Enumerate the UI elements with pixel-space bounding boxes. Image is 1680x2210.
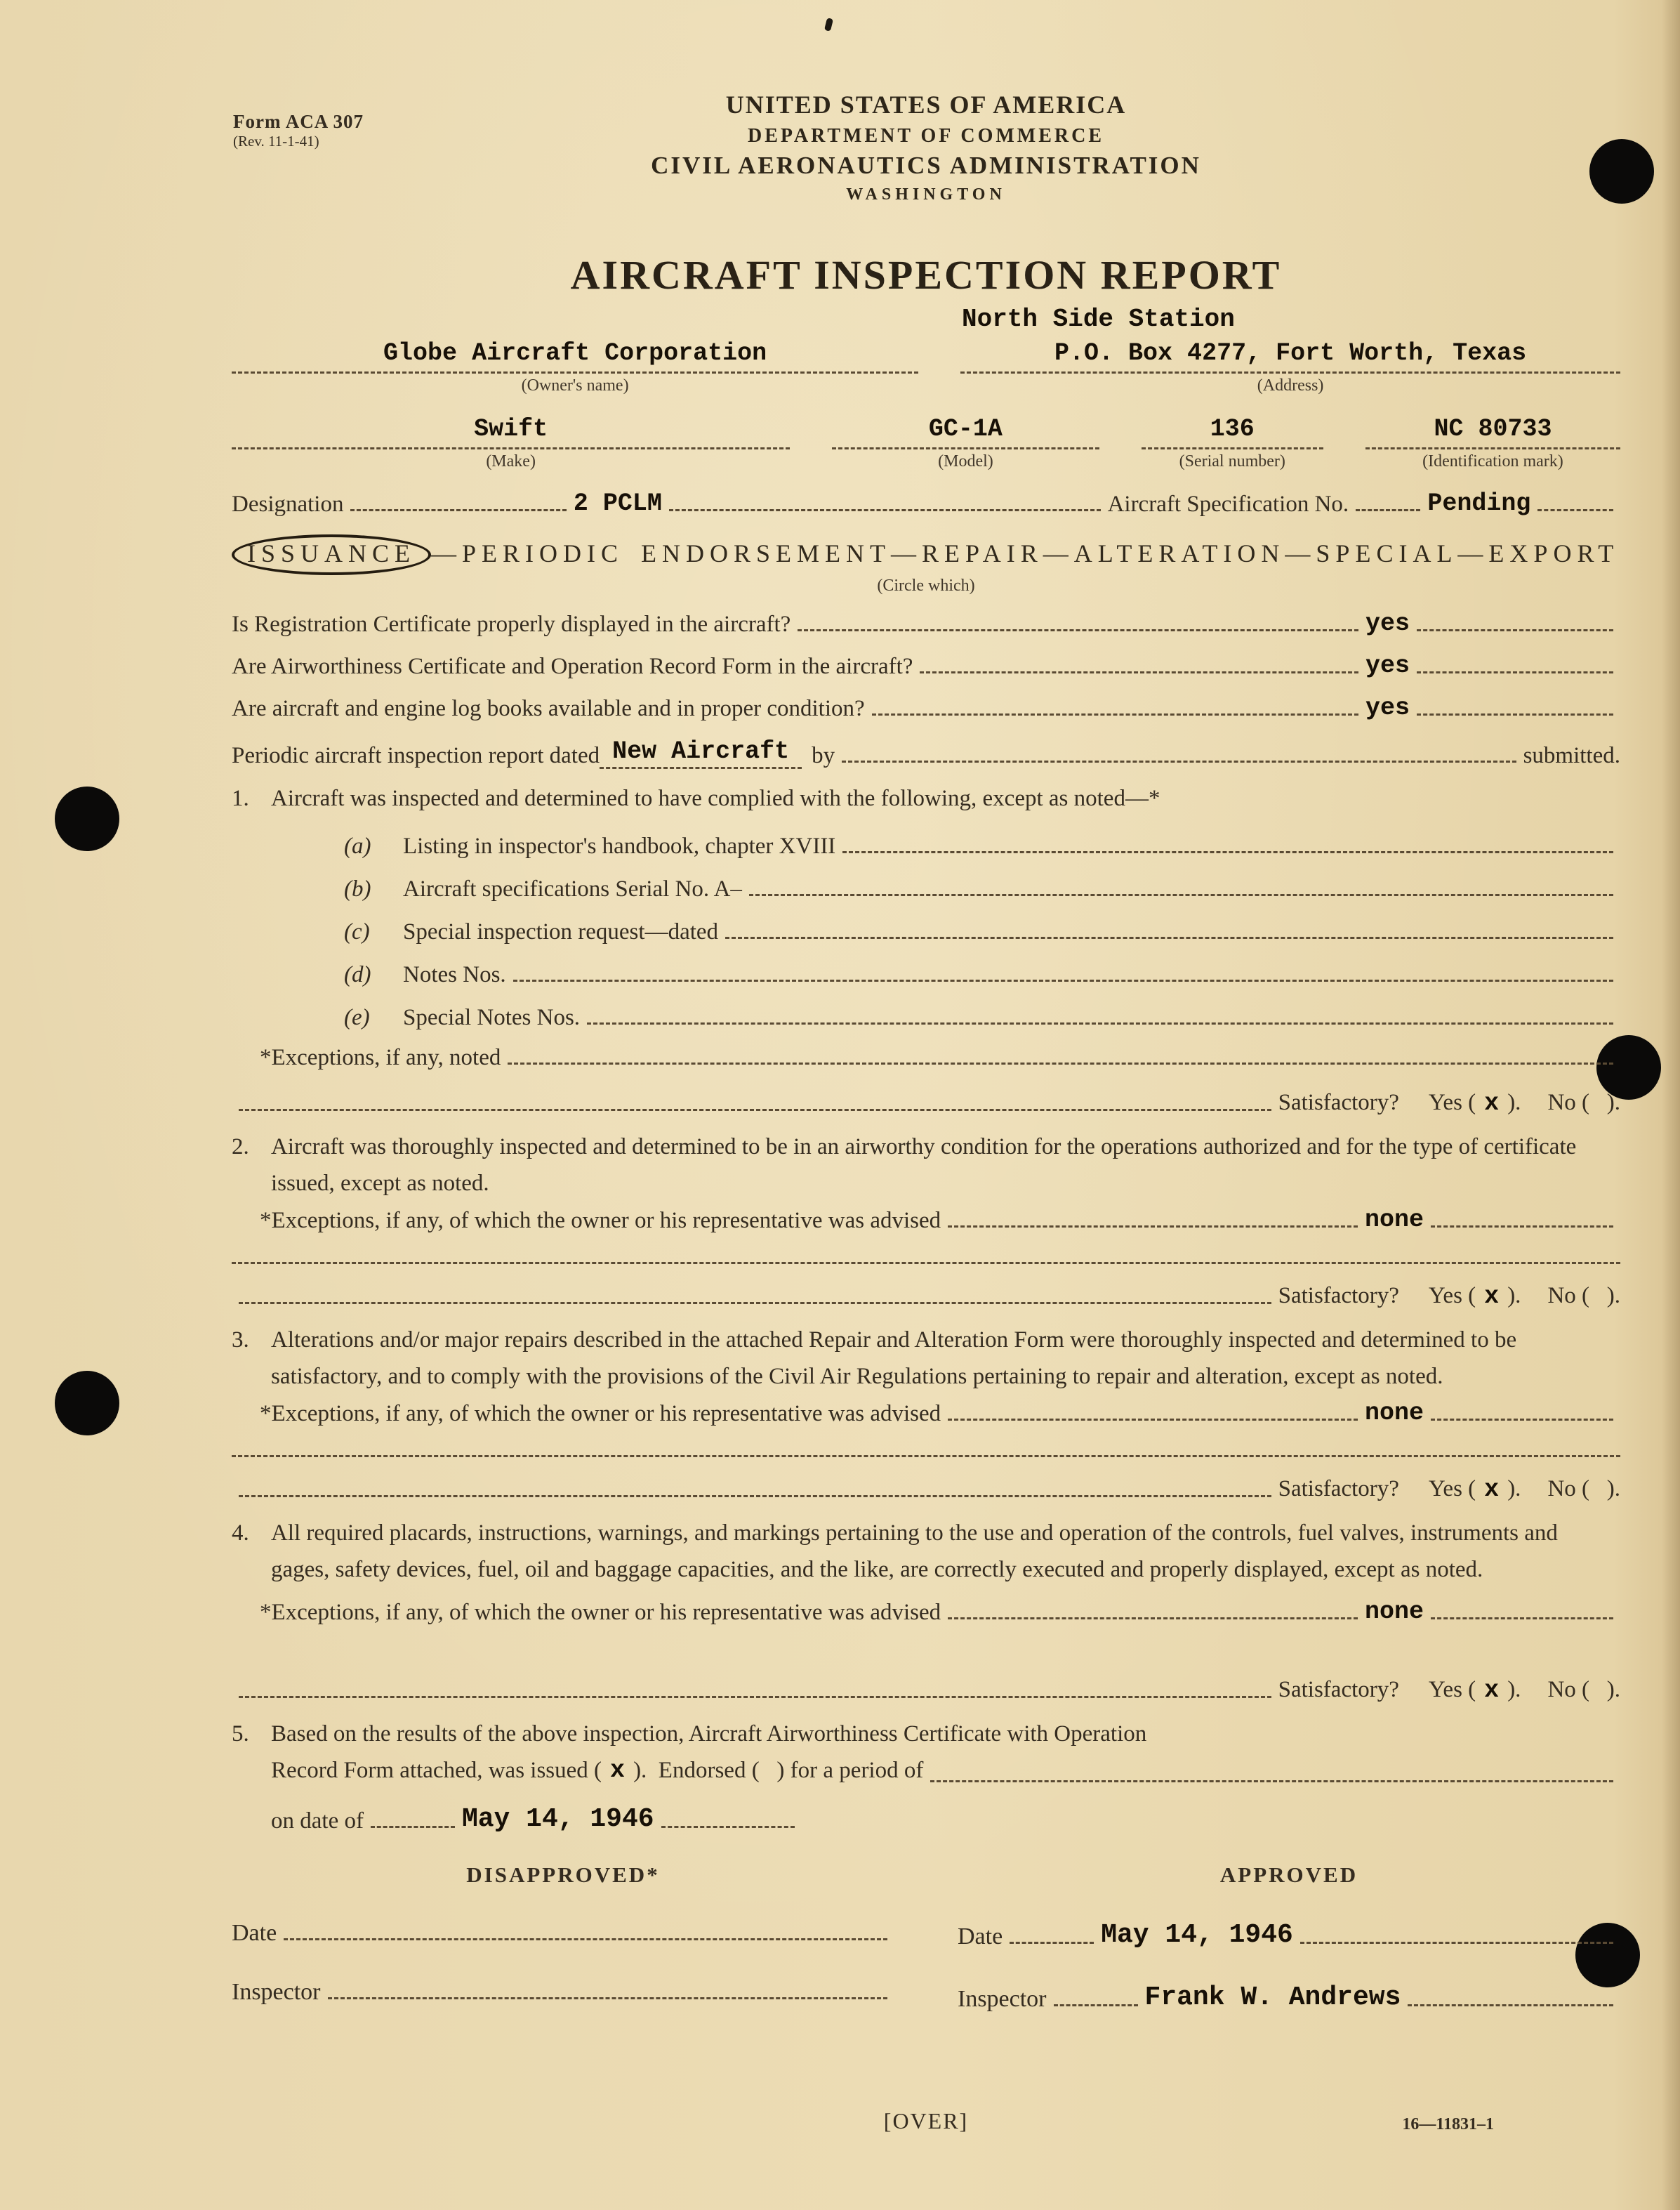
dashed-line — [328, 1997, 887, 1999]
yes-option: Yes ( — [1428, 1476, 1476, 1501]
agency-line-administration: CIVIL AERONAUTICS ADMINISTRATION — [651, 152, 1201, 179]
yes-check-mark: x — [1484, 1676, 1500, 1704]
blank-answer-line — [232, 1261, 1620, 1264]
no-option: No ( ). — [1547, 1476, 1620, 1501]
over-note: [OVER] — [883, 2108, 969, 2133]
dashed-line — [1417, 629, 1613, 631]
issued-check-mark: x — [610, 1756, 626, 1784]
item-3-exceptions — [260, 1399, 1620, 1427]
sub-letter: (e) — [344, 1005, 370, 1030]
dashed-line — [239, 1109, 1271, 1111]
dashed-line — [930, 1780, 1613, 1782]
address-value: P.O. Box 4277, Fort Worth, Texas — [960, 339, 1620, 374]
disapproved-column — [232, 1862, 894, 2013]
item-4 — [232, 1515, 1620, 1588]
no-option: No ( ). — [1547, 1283, 1620, 1308]
exceptions-label: *Exceptions, if any, of which the owner or his representative was advised — [260, 1401, 941, 1426]
item-5-line2 — [271, 1752, 1620, 1789]
yes-check-mark: x — [1484, 1475, 1500, 1504]
report-type-options: —PERIODIC ENDORSEMENT—REPAIR—ALTERATION—SPECIAL—EXPORT — [431, 539, 1620, 567]
page-footer — [232, 2108, 1620, 2134]
form-body — [232, 305, 1620, 2013]
question-text: Is Registration Certificate properly displayed in the aircraft? — [232, 612, 791, 637]
dashed-line — [1417, 713, 1613, 716]
punch-hole-left-upper — [55, 787, 119, 851]
item-1-text: Aircraft was inspected and determined to have complied with the following, except as noted—* — [271, 786, 1160, 811]
sub-letter: (a) — [344, 834, 371, 859]
yes-option: Yes ( — [1428, 1677, 1476, 1702]
item-3-text: Alterations and/or major repairs described in the attached Repair and Alteration Form were thoroughly inspected and determined to be satisfactory, and to comply with the provisions of the Civil Air Regulations pertaining to repair and alteration, except as noted. — [271, 1327, 1517, 1389]
dashed-line — [948, 1617, 1358, 1619]
serial-number-value: 136 — [1142, 415, 1323, 449]
satisfactory-question: Satisfactory? — [1278, 1677, 1399, 1702]
dashed-line — [239, 1696, 1271, 1698]
dashed-line — [842, 851, 1613, 853]
item-1e — [344, 1005, 1620, 1031]
question-answer: yes — [1365, 610, 1410, 638]
item-4-exceptions — [260, 1598, 1620, 1626]
dashed-line — [798, 629, 1358, 631]
dashed-line — [661, 1826, 795, 1828]
question-text: Are Airworthiness Certificate and Operation Record Form in the aircraft? — [232, 654, 913, 679]
dashed-line — [920, 671, 1358, 673]
item-1-exceptions — [260, 1045, 1620, 1071]
disapproved-heading: DISAPPROVED* — [466, 1862, 660, 1887]
periodic-report-line — [232, 737, 1620, 769]
item-2-number: 2. — [232, 1134, 249, 1159]
owner-name-field — [232, 339, 918, 395]
question-log-books — [232, 694, 1620, 722]
item-2-exceptions — [260, 1206, 1620, 1234]
make-field — [232, 415, 790, 471]
yes-close: ). — [1507, 1283, 1521, 1308]
ink-speck — [824, 18, 833, 32]
exceptions-label: *Exceptions, if any, of which the owner or his representative was advised — [260, 1600, 941, 1625]
exceptions-label: *Exceptions, if any, noted — [260, 1045, 501, 1070]
item-4-text: All required placards, instructions, warnings, and markings pertaining to the use and operation of the controls, fuel valves, instruments and gages, safety devices, fuel, oil and baggage capacities, and the like, are correctly executed and properly displayed, except as noted. — [271, 1520, 1558, 1582]
dashed-line — [872, 713, 1358, 716]
address-field — [960, 339, 1620, 395]
designation-row — [232, 489, 1620, 518]
agency-line-department: DEPARTMENT OF COMMERCE — [747, 125, 1105, 147]
item-5-number: 5. — [232, 1721, 249, 1747]
form-number: Form ACA 307 — [233, 111, 364, 132]
approved-heading: APPROVED — [1219, 1862, 1358, 1887]
agency-line-country: UNITED STATES OF AMERICA — [725, 91, 1127, 119]
dashed-line — [948, 1419, 1358, 1421]
question-text: Are aircraft and engine log books available and in proper condition? — [232, 696, 865, 721]
yes-close: ). — [1507, 1090, 1521, 1115]
dashed-line — [1431, 1419, 1613, 1421]
dashed-line — [1431, 1225, 1613, 1228]
item-2-satisfactory — [232, 1282, 1620, 1310]
punch-hole-left-lower — [55, 1371, 119, 1435]
make-value: Swift — [232, 415, 790, 449]
item-1b — [344, 876, 1620, 902]
dashed-line — [284, 1938, 887, 1940]
item-1d — [344, 962, 1620, 988]
disapproved-inspector-row — [232, 1979, 894, 2006]
report-type-line — [232, 534, 1620, 575]
sub-text: Aircraft specifications Serial No. A– — [403, 876, 742, 902]
dashed-line — [1356, 509, 1420, 511]
item-1 — [232, 780, 1620, 817]
issue-date-value: May 14, 1946 — [461, 1804, 654, 1834]
serial-number-field — [1142, 415, 1323, 471]
item-1c — [344, 919, 1620, 945]
on-date-label: on date of — [271, 1808, 364, 1834]
aircraft-identity-row — [232, 415, 1620, 471]
dashed-line — [350, 509, 566, 511]
issued-label: Record Form attached, was issued ( — [271, 1758, 602, 1783]
make-label: (Make) — [486, 452, 536, 471]
sub-letter: (c) — [344, 919, 370, 945]
owner-name-value: Globe Aircraft Corporation — [232, 339, 918, 374]
exceptions-label: *Exceptions, if any, of which the owner or his representative was advised — [260, 1208, 941, 1233]
item-2 — [232, 1129, 1620, 1202]
yes-close: ). — [1507, 1476, 1521, 1501]
dashed-line — [1054, 2004, 1138, 2006]
dashed-line — [948, 1225, 1358, 1228]
exceptions-value: none — [1364, 1598, 1424, 1626]
satisfactory-line — [1278, 1676, 1620, 1704]
item-1-satisfactory — [232, 1089, 1620, 1117]
item-3-satisfactory — [232, 1475, 1620, 1504]
spec-number-label: Aircraft Specification No. — [1107, 492, 1349, 517]
print-code: 16—11831–1 — [1402, 2115, 1494, 2133]
identification-mark-label: (Identification mark) — [1422, 452, 1563, 471]
exceptions-value: none — [1364, 1206, 1424, 1234]
satisfactory-question: Satisfactory? — [1278, 1090, 1399, 1115]
report-title: AIRCRAFT INSPECTION REPORT — [570, 252, 1282, 298]
dashed-line — [1300, 1942, 1613, 1944]
item-5-line1: Based on the results of the above inspection, Aircraft Airworthiness Certificate with Operation — [271, 1721, 1147, 1747]
blank-answer-line — [232, 1454, 1620, 1457]
sub-text: Listing in inspector's handbook, chapter XVIII — [403, 834, 836, 859]
owner-name-label: (Owner's name) — [521, 376, 629, 395]
address-label: (Address) — [1257, 376, 1324, 395]
dashed-line — [587, 1022, 1613, 1025]
form-revision: (Rev. 11-1-41) — [233, 133, 319, 150]
approved-inspector-value: Frank W. Andrews — [1144, 1982, 1401, 2013]
endorsed-label: ). Endorsed ( ) for a period of — [633, 1758, 924, 1783]
model-label: (Model) — [938, 452, 993, 471]
question-answer: yes — [1365, 652, 1410, 680]
date-label: Date — [232, 1920, 277, 1946]
item-1-number: 1. — [232, 786, 249, 811]
question-airworthiness-cert — [232, 652, 1620, 680]
model-field — [832, 415, 1099, 471]
satisfactory-question: Satisfactory? — [1278, 1283, 1399, 1308]
item-5 — [232, 1716, 1620, 1752]
dashed-line — [669, 509, 1101, 511]
periodic-submitted-label: submitted. — [1523, 743, 1620, 768]
periodic-dated-value: New Aircraft — [600, 737, 802, 769]
identification-mark-value: NC 80733 — [1365, 415, 1620, 449]
sub-letter: (d) — [344, 962, 371, 987]
dashed-line — [239, 1495, 1271, 1497]
dashed-line — [239, 1302, 1271, 1304]
dashed-line — [725, 937, 1613, 939]
circle-which-note: (Circle which) — [877, 577, 975, 595]
item-5-date-row — [271, 1804, 980, 1834]
agency-header — [232, 90, 1620, 204]
yes-check-mark: x — [1484, 1089, 1500, 1117]
dashed-line — [1408, 2004, 1613, 2006]
agency-line-city: WASHINGTON — [846, 185, 1006, 204]
question-answer: yes — [1365, 694, 1410, 722]
dashed-line — [508, 1063, 1613, 1065]
satisfactory-line — [1278, 1089, 1620, 1117]
exceptions-value: none — [1364, 1399, 1424, 1427]
no-option: No ( ). — [1547, 1090, 1620, 1115]
dashed-line — [371, 1826, 455, 1828]
model-value: GC-1A — [832, 415, 1099, 449]
signature-section — [232, 1862, 1620, 2013]
scan-edge-shadow — [1662, 0, 1680, 2210]
approved-inspector-row — [958, 1982, 1620, 2013]
item-4-satisfactory — [232, 1676, 1620, 1704]
item-3-number: 3. — [232, 1327, 249, 1353]
disapproved-date-row — [232, 1920, 894, 1947]
yes-check-mark: x — [1484, 1282, 1500, 1310]
satisfactory-line — [1278, 1475, 1620, 1504]
question-registration-cert — [232, 610, 1620, 638]
serial-number-label: (Serial number) — [1179, 452, 1285, 471]
periodic-by-label: by — [812, 743, 835, 768]
dashed-line — [1010, 1942, 1094, 1944]
spec-number-value: Pending — [1427, 489, 1531, 518]
sub-text: Notes Nos. — [403, 962, 506, 987]
item-2-text: Aircraft was thoroughly inspected and determined to be in an airworthy condition for the operations authorized and for the type of certificate issued, except as noted. — [271, 1134, 1577, 1196]
approved-date-row — [958, 1920, 1620, 1950]
yes-option: Yes ( — [1428, 1090, 1476, 1115]
approved-column — [958, 1862, 1620, 2013]
station-name: North Side Station — [962, 305, 1235, 334]
identification-mark-field — [1365, 415, 1620, 471]
inspector-label: Inspector — [232, 1979, 321, 2005]
dashed-line — [1417, 671, 1613, 673]
yes-option: Yes ( — [1428, 1283, 1476, 1308]
designation-value: 2 PCLM — [573, 489, 662, 518]
designation-label: Designation — [232, 492, 344, 517]
satisfactory-line — [1278, 1282, 1620, 1310]
yes-close: ). — [1507, 1677, 1521, 1702]
item-3 — [232, 1322, 1620, 1395]
date-label: Date — [958, 1923, 1003, 1949]
approved-date-value: May 14, 1946 — [1101, 1920, 1293, 1950]
owner-address-row — [232, 339, 1620, 395]
sub-text: Special Notes Nos. — [403, 1005, 581, 1030]
dashed-line — [513, 980, 1613, 982]
item-1a — [344, 834, 1620, 860]
dashed-line — [1537, 509, 1613, 511]
no-option: No ( ). — [1547, 1677, 1620, 1702]
circled-report-type: ISSUANCE — [232, 534, 431, 575]
periodic-label: Periodic aircraft inspection report dated — [232, 743, 600, 768]
sub-letter: (b) — [344, 876, 371, 902]
dashed-line — [1431, 1617, 1613, 1619]
item-4-number: 4. — [232, 1520, 249, 1546]
satisfactory-question: Satisfactory? — [1278, 1476, 1399, 1501]
dashed-line — [749, 894, 1613, 896]
sub-text: Special inspection request—dated — [403, 919, 719, 945]
inspector-label: Inspector — [958, 1986, 1047, 2012]
dashed-line — [842, 761, 1516, 763]
